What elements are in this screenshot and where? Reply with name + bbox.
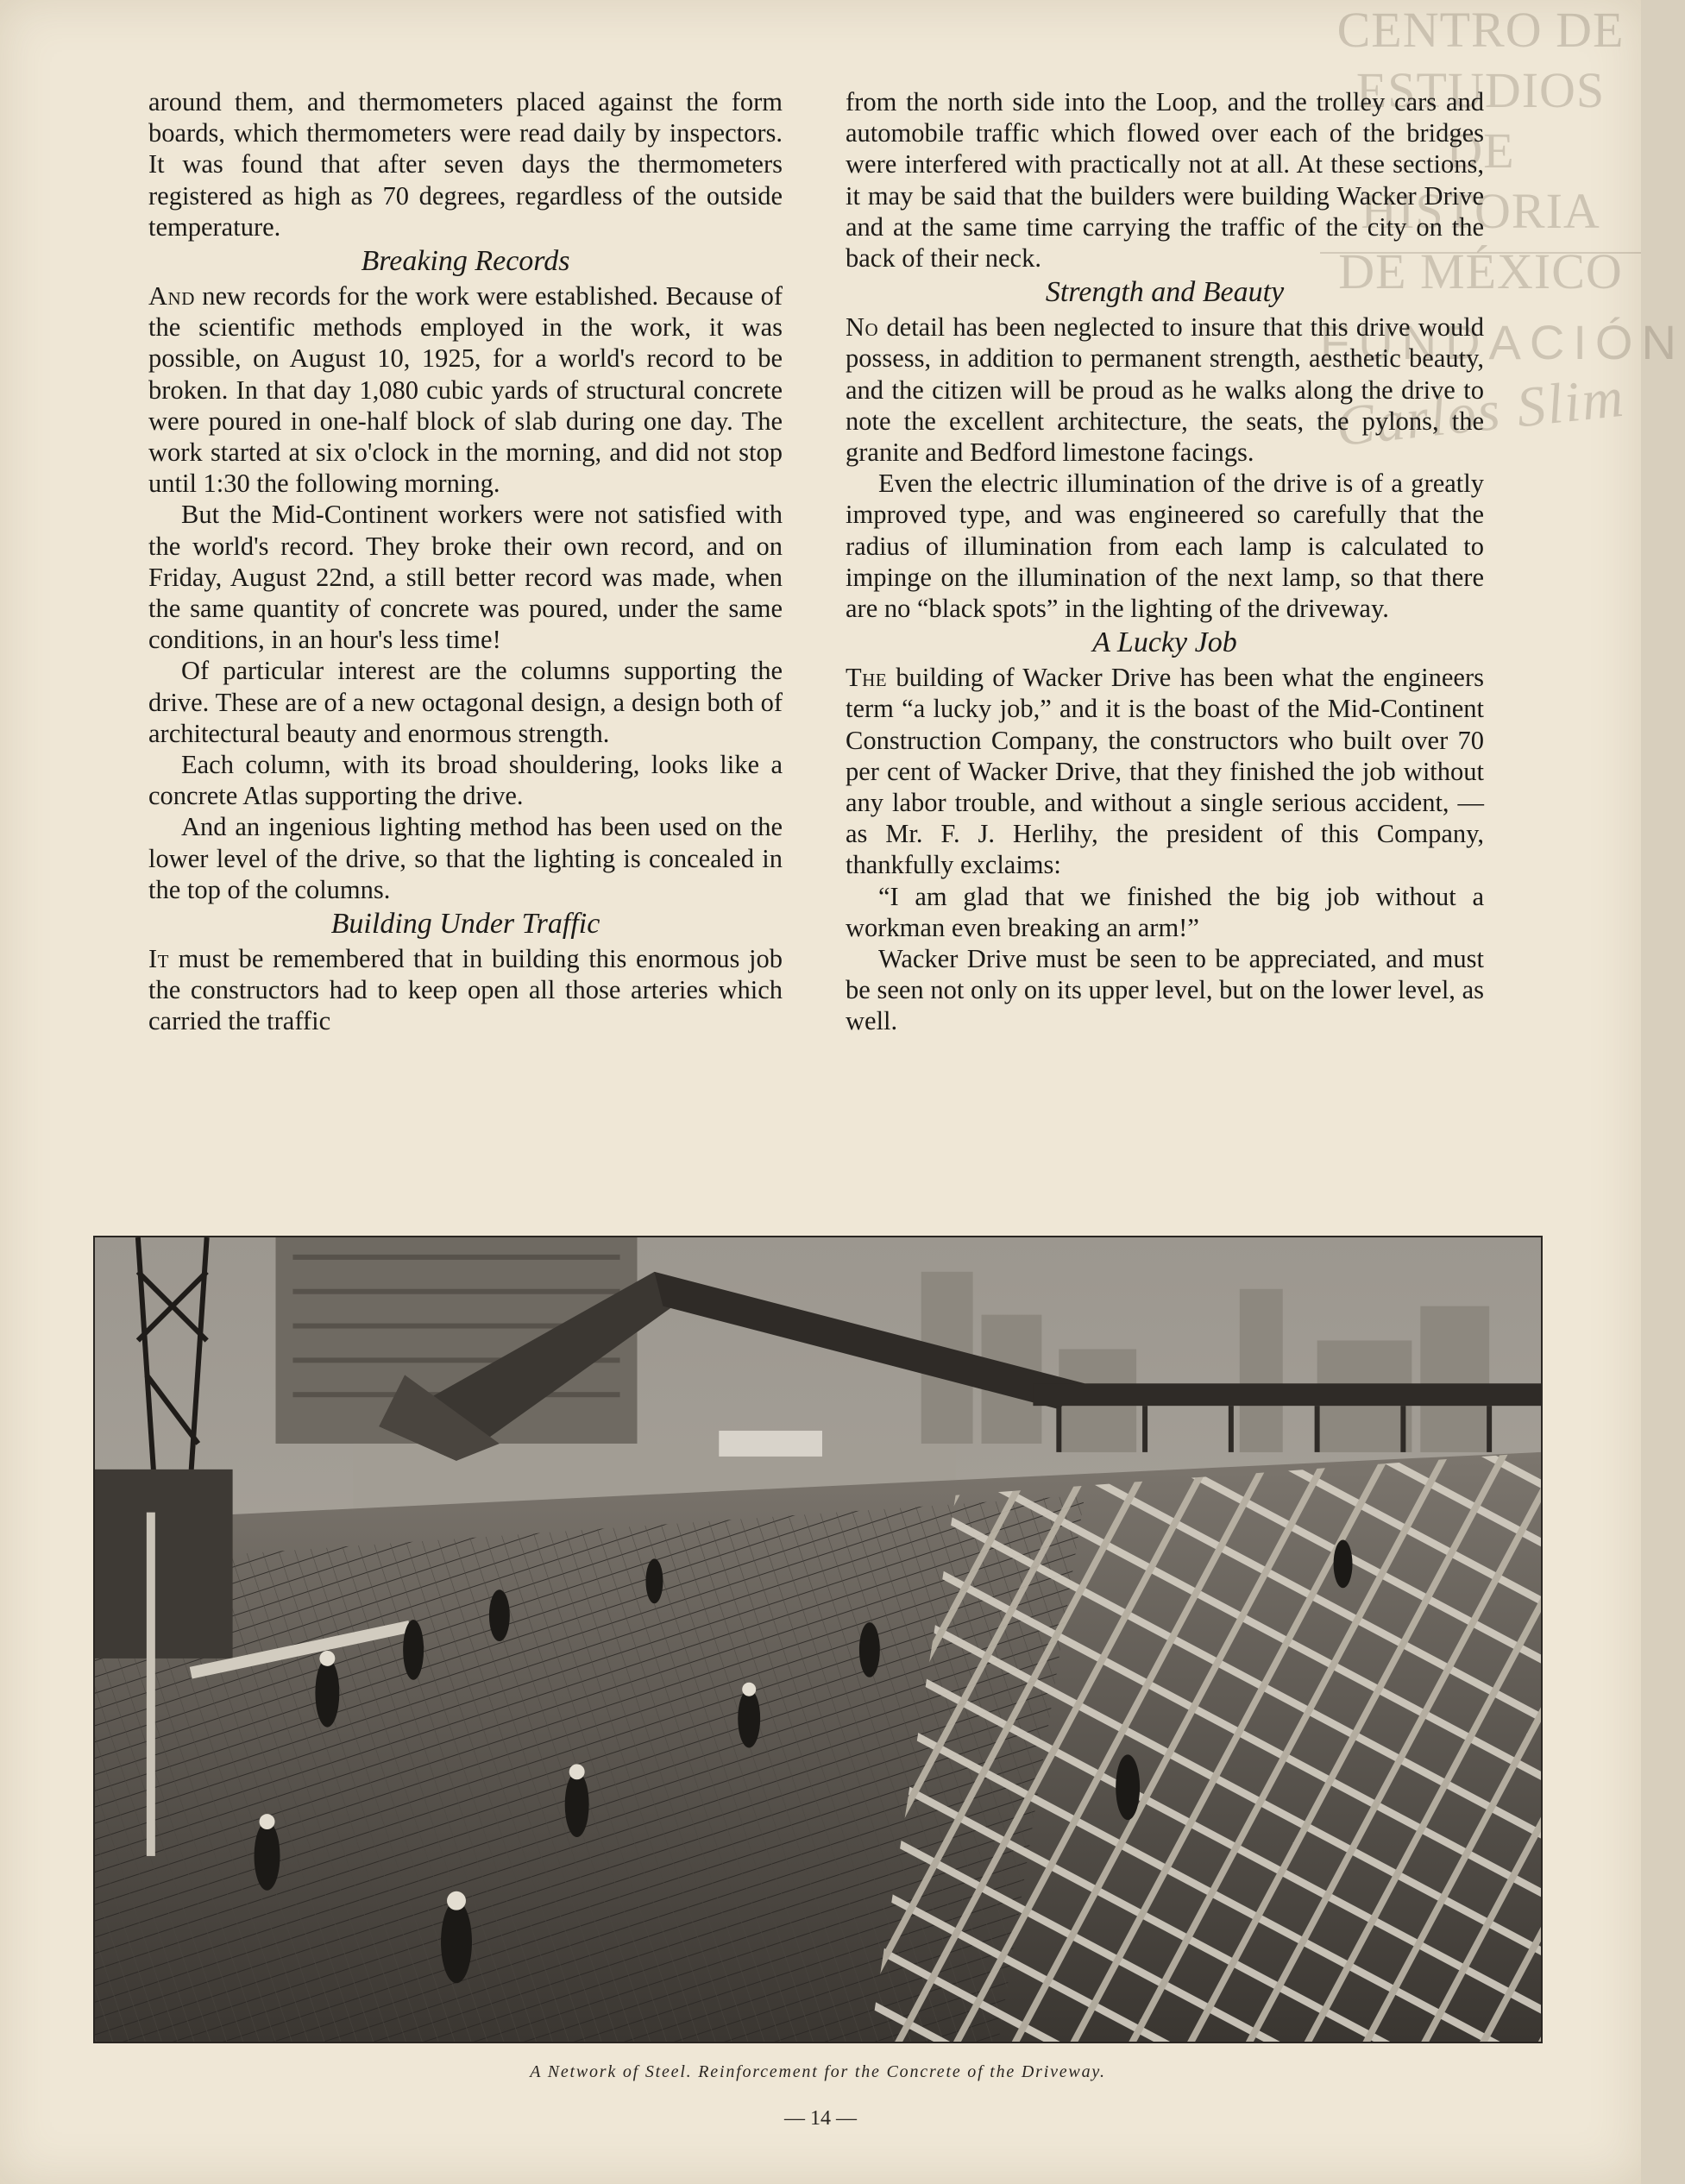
photo-caption: A Network of Steel. Reinforcement for the Concrete of the Driveway. <box>530 2062 1106 2081</box>
paragraph <box>846 312 1484 468</box>
lead-word: It <box>148 944 169 974</box>
paragraph: around them, and thermometers placed against the form boards, which thermometers were read daily by inspectors. It was found that after seven days the thermometers registered as high as 70 degrees, regardless of the outside temperature. <box>148 87 783 242</box>
paragraph: “I am glad that we finished the big job without a workman even breaking an arm!” <box>846 881 1484 942</box>
paragraph-text: building of Wacker Drive has been what the engineers term “a lucky job,” and it is the boast of the Mid-Continent Construction Company, the constructors who built over 70 per cent of Wacker Drive, that they finished the job without any labor trouble, and without a single serious accident, — as Mr. F. J. Herlihy, the president of this Company, thankfully exclaims: <box>846 663 1484 880</box>
lead-word: And <box>148 281 195 312</box>
construction-photograph <box>93 1236 1543 2043</box>
page-number: — 14 — <box>784 2107 857 2130</box>
paragraph: Each column, with its broad shouldering, looks like a concrete Atlas supporting the drive. <box>148 750 783 811</box>
formwork <box>870 1452 1541 2042</box>
paragraph-text: must be remembered that in building this enormous job the constructors had to keep open all those arteries which carried the traffic <box>148 944 783 1036</box>
paragraph: Wacker Drive must be seen to be appreciated, and must be seen not only on its upper level, but on the lower level, as well. <box>846 944 1484 1036</box>
watermark-foundation: FUNDACIÓN <box>1320 315 1685 369</box>
lead-word: No <box>846 312 879 343</box>
photo-illustration <box>95 1237 1541 2042</box>
section-heading: Breaking Records <box>361 245 570 278</box>
paragraph: Of particular interest are the columns supporting the drive. These are of a new octagonal design, a design both of architectural beauty and enormous strength. <box>148 656 783 748</box>
section-heading: Building Under Traffic <box>330 908 600 941</box>
watermark-line: CENTRO DE <box>1336 2 1625 58</box>
lead-word: The <box>846 663 888 693</box>
paragraph <box>846 662 1484 880</box>
paragraph <box>148 280 783 499</box>
paragraph-text: detail has been neglected to insure that this drive would possess, in addition to permanent strength, aesthetic beauty, and the citizen will be proud as he walks along the drive to note the excellent architecture, the seats, the pylons, the granite and Bedford limestone facings. <box>846 312 1484 468</box>
paragraph <box>148 943 783 1037</box>
paragraph-text: new records for the work were established. Because of the scientific methods employed in the work, it was possible, on August 10, 1925, for a world's record to be broken. In that day 1,080 cubic yards of structural concrete were poured in one-half block of slab during one day. The work started at six o'clock in the morning, and did not stop until 1:30 the following morning. <box>148 281 783 499</box>
watermark-line: ESTUDIOS <box>1355 62 1606 118</box>
paragraph: from the north side into the Loop, and the trolley cars and automobile traffic which flowed over each of the bridges were interfered with practically not at all. At these sections, it may be said that the builders were building Wacker Drive and at the same time carrying the traffic of the city on the back of their neck. <box>846 87 1484 274</box>
elevated-track <box>1033 1383 1541 1406</box>
paragraph: But the Mid-Continent workers were not satisfied with the world's record. They broke their own record, and on Friday, August 22nd, a still better record was made, when the same quantity of concrete was poured, under the same conditions, in an hour's less time! <box>148 500 783 655</box>
section-heading: A Lucky Job <box>1092 626 1237 659</box>
right-column <box>846 86 1484 1037</box>
paragraph: And an ingenious lighting method has been used on the lower level of the drive, so that the lighting is concealed in the top of the columns. <box>148 812 783 904</box>
left-column <box>148 86 783 1037</box>
steamer-boat <box>719 1431 822 1457</box>
paragraph: Even the electric illumination of the drive is of a greatly improved type, and was engineered so carefully that the radius of illumination from each lamp is calculated to impinge on the illumination of the next lamp, so that there are no “black spots” in the lighting of the driveway. <box>846 469 1484 624</box>
section-heading: Strength and Beauty <box>1045 276 1285 309</box>
shed <box>95 1470 233 1658</box>
watermark-line: DE MÉXICO <box>1338 243 1623 299</box>
watermark-signature: Carlos Slim <box>1333 365 1628 459</box>
watermark-line: DE HISTORIA <box>1361 123 1600 239</box>
